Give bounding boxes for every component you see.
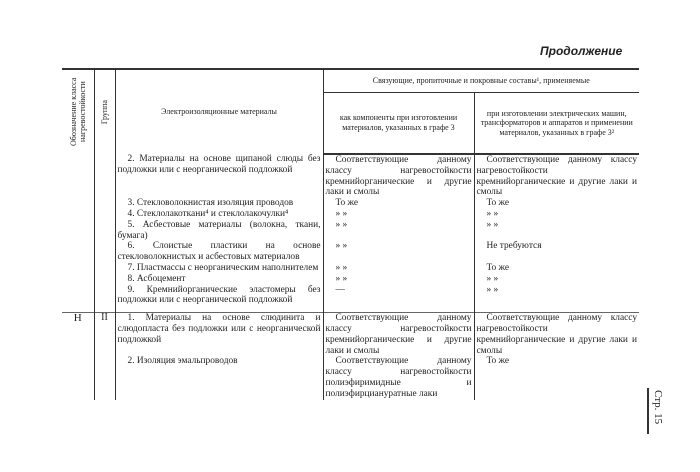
continuation-label: Продолжение [540, 44, 623, 58]
group-cell: II [94, 313, 115, 400]
manufacture-cell: » » [486, 219, 499, 230]
component-cell: Соответствующие данному классу нагревостойкости полиэфиримидные и полиэфирциануратные лаки [325, 356, 472, 399]
table-row [62, 274, 639, 285]
manufacture-cell: То же [486, 356, 510, 367]
manufacture-cell: » » [486, 284, 499, 295]
class-cell [62, 154, 94, 313]
material-cell: 6. Слоистые пластики на основе стекловолокнистых и асбестовых материалов [117, 241, 321, 263]
manufacture-cell: » » [486, 273, 499, 284]
table-row [62, 209, 639, 220]
header-in-manufacture: при изготовлении электрических машин, трансформаторов и аппаратов и применении материалов, указанных в графе 3² [474, 93, 639, 155]
manufacture-cell: То же [486, 262, 510, 273]
component-cell: » » [335, 273, 348, 284]
material-cell: 8. Асбоцемент [127, 273, 186, 284]
manufacture-cell: Соответствующие данному классу нагревостойкости кремнийорганические и другие лаки и смолы [476, 313, 638, 356]
header-as-components: как компоненты при изготовлении материалов, указанных в графе 3 [323, 93, 474, 155]
group-cell [94, 154, 115, 313]
component-cell: » » [335, 241, 348, 252]
table-row [62, 356, 639, 399]
material-cell: 2. Изоляция эмальпроводов [127, 356, 238, 367]
component-cell: То же [335, 198, 359, 209]
component-cell: Соответствующие данному классу нагревостойкости кремнийорганические и другие лаки и смолы [325, 155, 472, 198]
material-cell: 3. Стекловолокнистая изоляция проводов [127, 198, 294, 209]
header-group: Группа [100, 99, 109, 125]
table-row [62, 285, 639, 313]
component-cell: » » [335, 208, 348, 219]
header-materials: Электроизоляционные материалы [115, 69, 323, 154]
table-row [62, 263, 639, 274]
materials-table [62, 68, 639, 400]
manufacture-cell: Не требуются [486, 241, 542, 252]
manufacture-cell: Соответствующие данному классу нагревостойкости кремнийорганические и другие лаки и смолы [476, 155, 638, 198]
table-row [62, 154, 639, 198]
class-cell: Н [62, 313, 94, 400]
table-row [62, 241, 639, 263]
table-row [62, 313, 639, 357]
component-cell: » » [335, 262, 348, 273]
component-cell: — [335, 284, 345, 295]
page-number-rule [647, 388, 649, 434]
header-binders: Связующие, пропиточные и покровные составы¹, применяемые [323, 69, 639, 93]
component-cell: Соответствующие данному классу нагревостойкости кремнийорганические и другие лаки и смолы [325, 313, 472, 356]
header-row [62, 69, 639, 93]
header-class-designation: Обозначение класса нагревостойкости [68, 77, 87, 147]
manufacture-cell: » » [486, 208, 499, 219]
page-number: Стр. 15 [652, 390, 664, 425]
table-row [62, 220, 639, 242]
material-cell: 2. Материалы на основе щипаной слюды без подложки или с неорганической подложкой [117, 154, 321, 175]
material-cell: 4. Стеклолакоткани⁴ и стеклолакочулки⁴ [127, 208, 289, 219]
material-cell: 7. Пластмассы с неорганическим наполнителем [127, 262, 319, 273]
material-cell: 9. Кремнийорганические эластомеры без подложки или с неорганической подложкой [117, 284, 321, 306]
table-row [62, 198, 639, 209]
component-cell: » » [335, 219, 348, 230]
material-cell: 1. Материалы на основе слюдинита и слюдопласта без подложки или с неорганической подложкой [117, 313, 321, 345]
material-cell: 5. Асбестовые материалы (волокна, ткани, бумага) [117, 219, 321, 241]
manufacture-cell: То же [486, 198, 510, 209]
